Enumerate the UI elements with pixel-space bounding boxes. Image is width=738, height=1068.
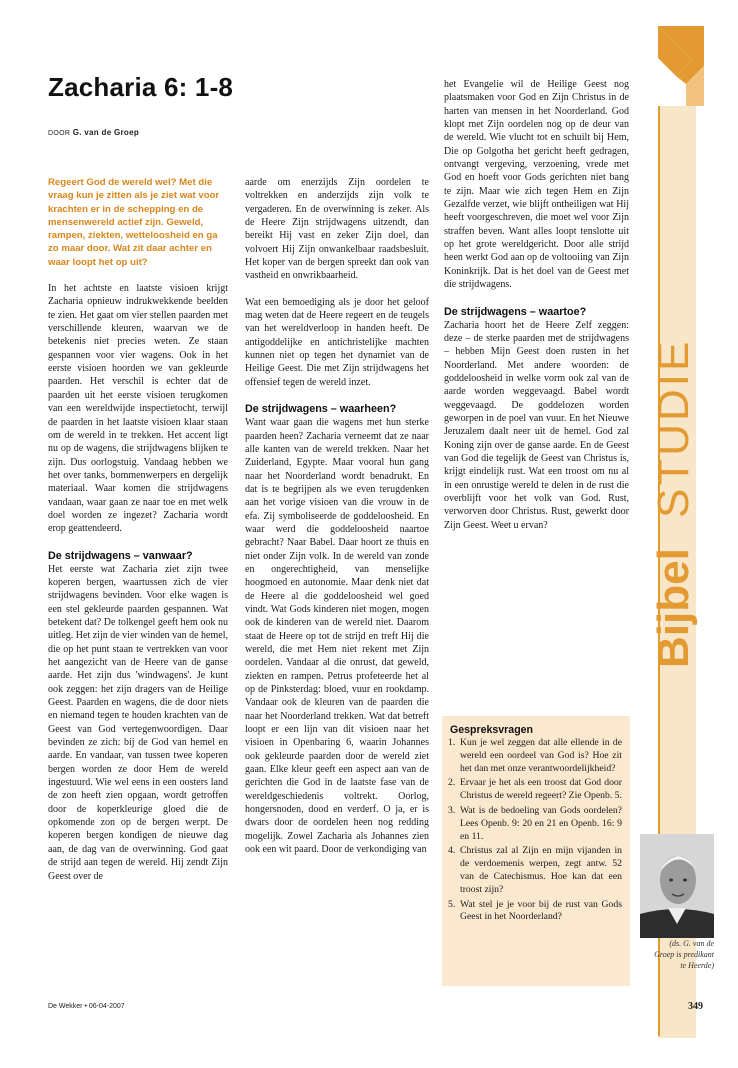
article-title: Zacharia 6: 1-8 — [48, 72, 234, 102]
question-item: 5. Wat stel je je voor bij de rust van Gods Geest in het Noorderland? — [448, 898, 622, 923]
chevron-icon — [656, 26, 706, 106]
sidebar-title — [630, 170, 728, 670]
section-heading-waarheen: De strijdwagens – waarheen? — [245, 403, 397, 416]
byline-author: G. van de Groep — [72, 128, 140, 137]
column-1 — [48, 176, 228, 883]
paragraph: Want waar gaan die wagens met hun sterke paarden heen? Zacharia verneemt dat ze naar alle kanten van de wereld trekken. Naar het Zuiderland, Egypte. Maar vooral hun gang naar het Noorderland wordt benadrukt. En dat is te begrijpen als we even terugdenken aan het vorige visioen van die vrouw in de efa. Zij symboliseerde de goddeloosheid. En waar werd die goddeloosheid naartoe gebracht? Naar Babel. Daar hoort ze thuis en niet onder Zijn volk. In de wereld van zonde en ongerechtigheid, van menselijke hoogmoed en autonomie. Maar denk niet dat de Heere al die goddeloosheid wel goed vindt. Wat Gods kinderen niet mogen, mogen ook de kinderen van de wereld niet. Daarom staat de Heere op tot de strijd en treft Hij die wereld, die met Hem niet rekent met Zijn oordelen. Vandaar al die onrust, dat geweld, ziekten en rampen. Petrus profeteerde het al op de Pinksterdag: bloed, vuur en rookdamp. Vandaar ook de kleuren van de paarden die naar het Noorderland trekken. Wat dat betreft loopt er een lijn van dit visioen naar het visioen in Openbaring 6, waarin Johannes ook gekleurde paarden door de wereld ziet gaan. Elke kleur geeft een aspect aan van de gerichten die God in de laatste fase van de wereldgeschiedenis voltrekt. Oorlog, hongersnoden, dood en verderf. O ja, er is dwars door de oordelen heen nog redding mogelijk. Zowel Zacharia als Johannes zien ook een wit paard. Door de verkondiging van — [245, 417, 429, 856]
questions-list — [448, 737, 622, 924]
column-3 — [444, 78, 629, 532]
byline — [48, 128, 139, 137]
author-portrait — [640, 834, 714, 938]
question-item: 2. Ervaar je het als een troost dat God door Christus de wereld regeert? Zie Openb. 5. — [448, 777, 622, 802]
questions-title: Gespreksvragen — [450, 724, 534, 736]
photo-caption: (ds. G. van de Groep is predikant te Heerde) — [654, 939, 714, 970]
sidebar-label-bijbel: Bijbel — [649, 548, 698, 668]
page-number: 349 — [688, 1001, 703, 1012]
publication-footer: De Wekker • 06-04-2007 — [48, 1003, 125, 1010]
question-item: 3. Wat is de bedoeling van Gods oordelen? Lees Openb. 9: 20 en 21 en Openb. 16: 9 en 11. — [448, 804, 622, 842]
paragraph: het Evangelie wil de Heilige Geest nog plaatsmaken voor God en Zijn Christus in de harten van mensen in het Noorderland. God klopt met Zijn oordelen nog op de deur van de wereld. Wie vlucht tot en schuilt bij Hem, Die op Golgotha het gericht heeft gedragen, ontvangt vergeving, verzoening, vrede met God en hoeft voor Gods gerichten niet bang te zijn. Maar wie zich tegen Hem en Zijn Gezalfde verzet, wie blijft ontheiligen wat Hij heeft voorgeschreven, die moet wel voor Zijn straffen beven. Want alles loopt tenslotte uit op het grote wereldgericht. Door alle strijd heen werkt God aan op de voltooiing van Zijn Koninkrijk. Dat is het doel van de Geest met die strijdwagens. — [444, 79, 629, 291]
question-item: 1. Kun je wel zeggen dat alle ellende in de wereld een oordeel van God is? Hoe zit het dan met onze verantwoordelijkheid? — [448, 737, 622, 774]
section-heading-waartoe: De strijdwagens – waartoe? — [444, 305, 587, 318]
paragraph: In het achtste en laatste visioen krijgt Zacharia opnieuw indrukwekkende beelden te zien. Het gaat om vier stellen paarden met verschillende kleuren, waarvan we de betekenis niet precies weten. Ze staan gespannen voor vier wagens. Ook in het eerste visioen hoorden we van gekleurde paarden. Het verschil is echter dat de paarden uit het eerste visioen terugkomen van een wereldwijde inspectietocht, terwijl de paarden in het laatste visioen klaar staan om de wereld in te trekken. Het accent ligt nu op de wagens, die strijdwagens blijken te zijn. Dus oorlogstuig. Vandaag hebben we het over tanks, bommenwerpers en dergelijk materiaal. Waar komen die strijdwagens vandaan, waar gaan ze naar toe en met welk doel worden ze ingezet? Zacharia wordt erop geattendeerd. — [48, 283, 228, 535]
paragraph: Het eerste wat Zacharia ziet zijn twee koperen bergen, waartussen zich de vier strijdwagens bevinden. Voor elke wagen is een stel gekleurde paarden gespannen. Wat betekent dat? De tolkengel geeft hem ook nu uitleg. Het zijn de vier winden van de hemel, die op het punt staan te vertrekken van voor het aangezicht van de Heere van de ganse aarde. Het zijn dus 'windwagens'. Je kunt ook zeggen: het zijn dragers van de Heilige Geest. Paarden en wagens, die de door niets en niemand tegen te houden krachten van de Geest van God vertegenwoordigen. Daar bevinden ze zich: bij de God van hemel en aarde. En vandaar, van tussen twee koperen bergen worden ze door Hem de wereld ingestuurd. Wie wel eens in een oosters land de zon heeft zien opgaan, wordt getroffen door de koperkleurige gloed die de opkomende zon op de bergen werpt. De koperen bergen kondigen de nieuwe dag aan, de dag van de overwinning. God gaat de strijd aan tegen de wereld. Hij zendt Zijn Geest over de — [48, 563, 228, 882]
byline-prefix: DOOR — [48, 130, 71, 137]
lead-paragraph: Regeert God de wereld wel? Met die vraag kun je zitten als je ziet wat voor krachten er in de schepping en de mensenwereld actief zijn. Geweld, rampen, ziekten, wetteloosheid en ga zo maar door. Wat zit daar achter en waar loopt het op uit? — [48, 177, 220, 268]
sidebar-label-studie: STUDIE — [649, 338, 698, 518]
section-heading-vanwaar: De strijdwagens – vanwaar? — [48, 549, 193, 562]
question-item: 4. Christus zal al Zijn en mijn vijanden in de verdoemenis werpen, zegt antw. 52 van de Catechismus. Hoe kan dat een troost zijn? — [448, 845, 622, 895]
column-2 — [245, 176, 429, 857]
discussion-questions-box — [442, 716, 630, 986]
paragraph: Zacharia hoort het de Heere Zelf zeggen: deze – de sterke paarden met de strijdwagens – hebben Mijn Geest doen rusten in het Noorderland. Met andere woorden: de goddeloosheid in welke vorm ook zal van de aarde worden weggevaagd. Babel wordt weggevaagd. De goddelozen worden geworpen in de poel van vuur. En het Nieuwe Jeruzalem daalt neer uit de hemel. God zal Koning zijn over de ganse aarde. En de Geest van God die tegelijk de Geest van Christus is, krijgt eindelijk rust. Wat een troost om nu al in een onrustige wereld te delen in de rust die overblijft voor het volk van God. Rust, verworven door Christus. Rust, gewerkt door Zijn Geest. Weet u ervan? — [444, 319, 629, 531]
paragraph: aarde om enerzijds Zijn oordelen te voltrekken en anderzijds zijn volk te vergaderen. En de overwinning is zeker. Als de Heere Zijn strijdwagens uitzendt, dan bereikt Hij vast en zeker Zijn doel, dan volvoert Hij Zijn onwankelbaar raadsbesluit. Het koper van de bergen spreekt dan ook van vastheid en onwrikbaarheid. — [245, 177, 429, 282]
paragraph: Wat een bemoediging als je door het geloof mag weten dat de Heere regeert en de teugels van het wereldverloop in handen heeft. De antigoddelijke en antichristelijke machten kunnen niet op tegen het dynamiet van de Heilige Geest. Die met Zijn strijdwagens het offensief tegen de wereld inzet. — [245, 296, 429, 388]
